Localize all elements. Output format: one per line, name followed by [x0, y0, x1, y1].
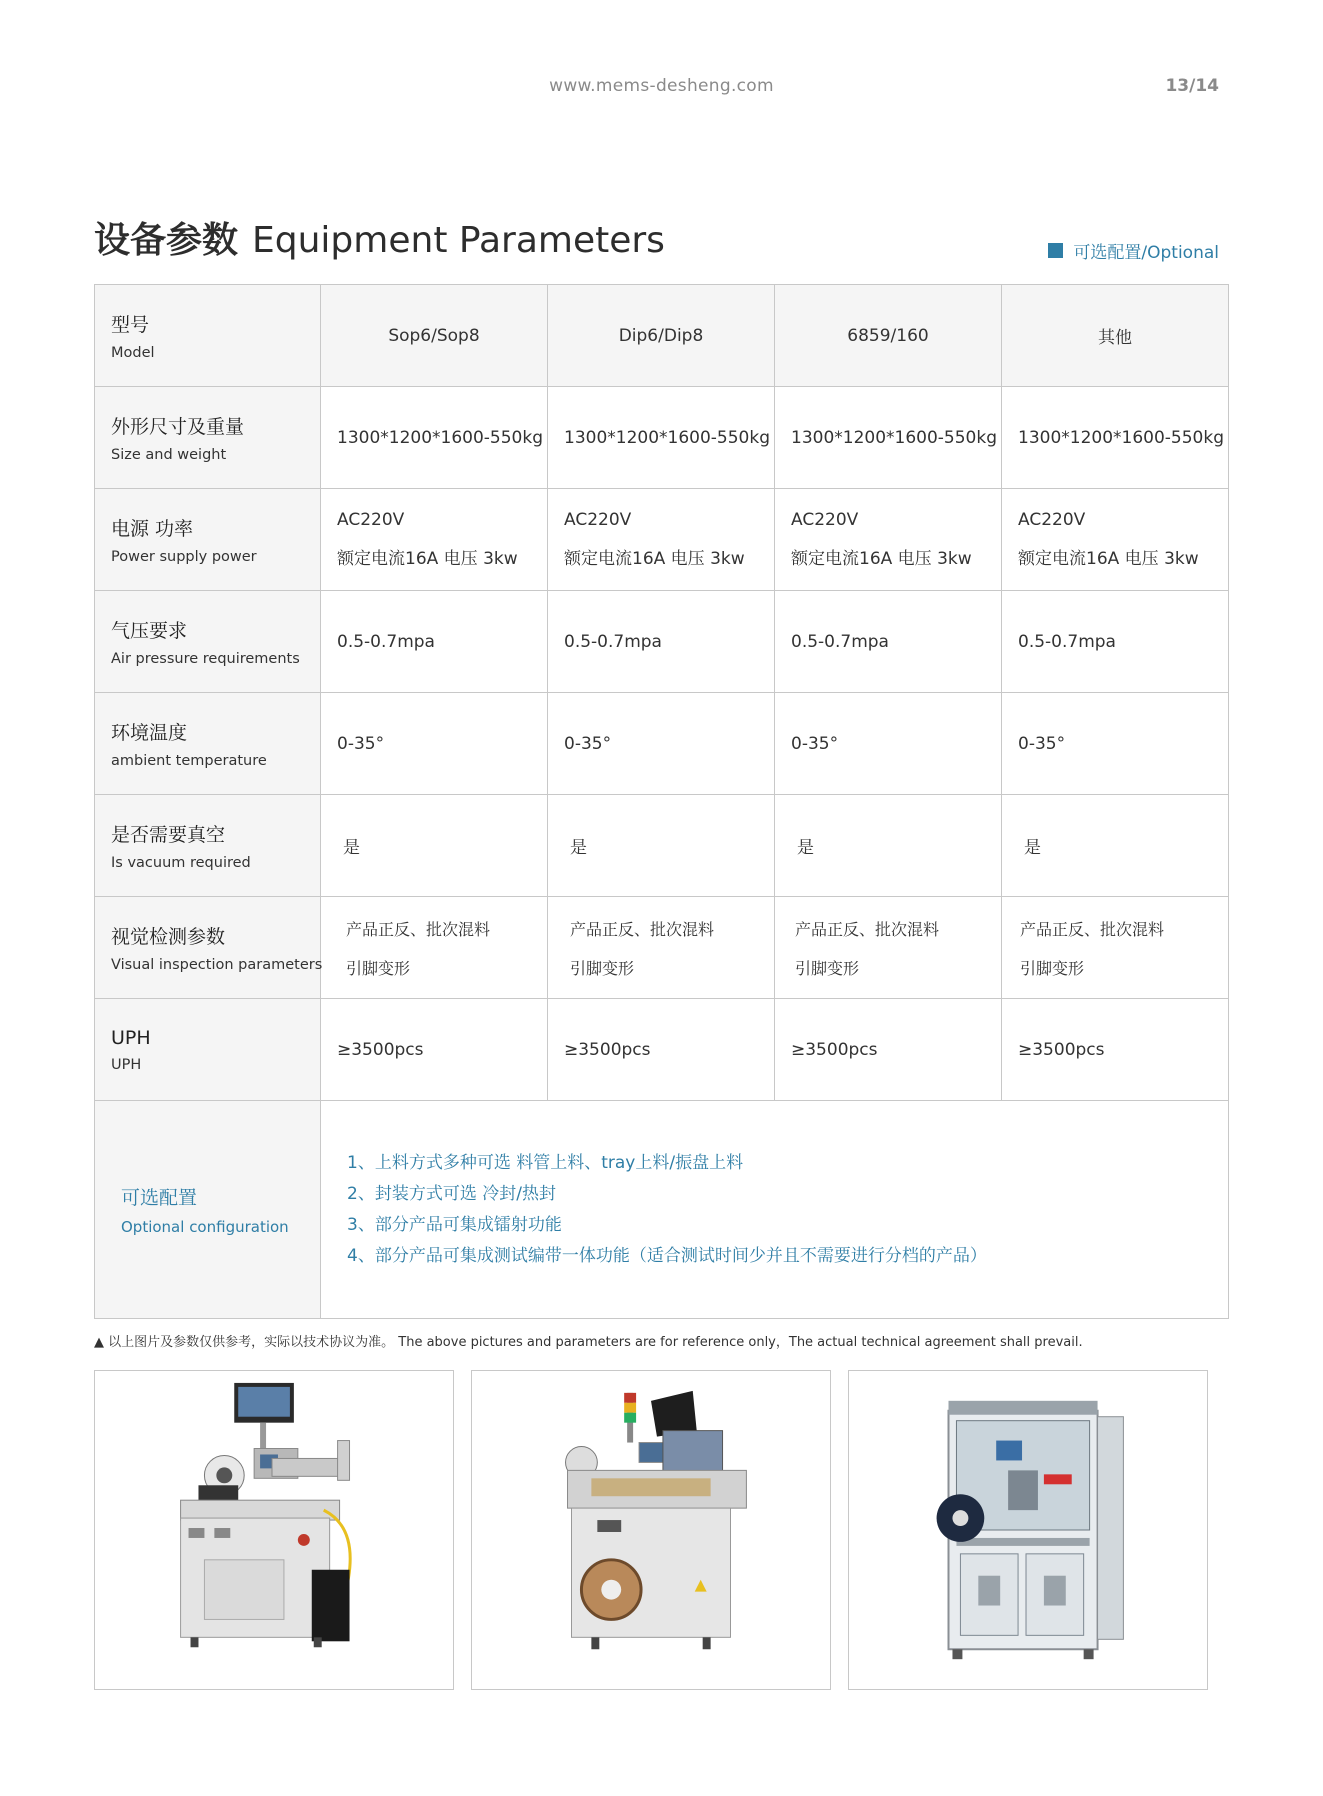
row-header-zh: 型号 [111, 314, 150, 336]
row-header-en: Optional configuration [121, 1218, 289, 1236]
vision-item: 产品正反、批次混料 [570, 919, 715, 939]
power-voltage: AC220V [791, 510, 859, 530]
row-header-en: Size and weight [111, 447, 227, 463]
page-title-en: Equipment Parameters [252, 220, 665, 261]
row-header-zh: UPH [111, 1026, 151, 1049]
table-row-power [95, 489, 1229, 591]
row-header-model [95, 285, 321, 387]
uph-cell: ≥3500pcs [321, 999, 548, 1101]
row-header-zh: 是否需要真空 [111, 824, 226, 846]
row-header-en: Model [111, 345, 155, 361]
temperature-cell: 0-35° [775, 693, 1002, 795]
vision-item: 引脚变形 [346, 958, 411, 978]
pressure-cell: 0.5-0.7mpa [548, 591, 775, 693]
power-cell [775, 489, 1002, 591]
machine-illustration [472, 1371, 830, 1689]
vision-item: 引脚变形 [795, 958, 860, 978]
page-title [94, 212, 665, 263]
optional-config-list [321, 1101, 1229, 1319]
table-row-vacuum [95, 795, 1229, 897]
vacuum-cell: 是 [321, 795, 548, 897]
website-url: www.mems-desheng.com [549, 76, 774, 96]
power-rating: 额定电流16A 电压 3kw [791, 549, 972, 569]
vacuum-cell: 是 [548, 795, 775, 897]
vision-cell [321, 897, 548, 999]
power-voltage: AC220V [564, 510, 632, 530]
row-header-zh: 电源 功率 [111, 518, 194, 540]
row-header-en: ambient temperature [111, 753, 267, 769]
table-row-temperature [95, 693, 1229, 795]
vision-item: 产品正反、批次混料 [346, 919, 491, 939]
vision-item: 引脚变形 [1020, 958, 1085, 978]
table-row-pressure [95, 591, 1229, 693]
row-header-en: Is vacuum required [111, 855, 251, 871]
row-header-power [95, 489, 321, 591]
vision-item: 产品正反、批次混料 [795, 919, 940, 939]
row-header-en: Visual inspection parameters [111, 957, 323, 973]
legend-label: 可选配置/Optional [1073, 243, 1219, 263]
power-voltage: AC220V [1018, 510, 1086, 530]
parameters-table [94, 284, 1229, 1319]
temperature-cell: 0-35° [548, 693, 775, 795]
machine-illustration [95, 1371, 453, 1689]
row-header-zh: 外形尺寸及重量 [111, 416, 245, 438]
power-voltage: AC220V [337, 510, 405, 530]
size-cell: 1300*1200*1600-550kg [1002, 387, 1229, 489]
row-header-size [95, 387, 321, 489]
machine-photo-3 [848, 1370, 1208, 1690]
power-cell [321, 489, 548, 591]
table-row-model [95, 285, 1229, 387]
size-cell: 1300*1200*1600-550kg [775, 387, 1002, 489]
model-cell: 其他 [1002, 285, 1229, 387]
temperature-cell: 0-35° [1002, 693, 1229, 795]
page-title-zh: 设备参数 [94, 220, 239, 261]
uph-cell: ≥3500pcs [775, 999, 1002, 1101]
pressure-cell: 0.5-0.7mpa [321, 591, 548, 693]
row-header-zh: 可选配置 [121, 1187, 198, 1209]
page-number: 13/14 [1165, 76, 1219, 96]
row-header-zh: 气压要求 [111, 620, 188, 642]
pressure-cell: 0.5-0.7mpa [1002, 591, 1229, 693]
uph-cell: ≥3500pcs [548, 999, 775, 1101]
optional-item: 1、上料方式多种可选 料管上料、tray上料/振盘上料 [347, 1152, 744, 1173]
row-header-pressure [95, 591, 321, 693]
row-header-temperature [95, 693, 321, 795]
power-cell [548, 489, 775, 591]
row-header-vacuum [95, 795, 321, 897]
vision-cell [548, 897, 775, 999]
table-row-uph [95, 999, 1229, 1101]
row-header-vision [95, 897, 321, 999]
table-row-size [95, 387, 1229, 489]
model-cell: Sop6/Sop8 [321, 285, 548, 387]
row-header-en: Power supply power [111, 549, 257, 565]
vacuum-cell: 是 [775, 795, 1002, 897]
row-header-zh: 环境温度 [111, 722, 188, 744]
optional-legend [1048, 238, 1219, 263]
model-cell: 6859/160 [775, 285, 1002, 387]
optional-item: 3、部分产品可集成镭射功能 [347, 1214, 562, 1235]
uph-cell: ≥3500pcs [1002, 999, 1229, 1101]
vacuum-cell: 是 [1002, 795, 1229, 897]
disclaimer-note: ▲ 以上图片及参数仅供参考，实际以技术协议为准。 The above pictures and parameters are for reference only，The actual technical agreement shall prevail. [94, 1335, 1083, 1350]
row-header-zh: 视觉检测参数 [111, 926, 226, 948]
vision-item: 引脚变形 [570, 958, 635, 978]
row-header-en: Air pressure requirements [111, 651, 300, 667]
table-row-optional [95, 1101, 1229, 1319]
legend-square-icon [1048, 243, 1063, 258]
power-rating: 额定电流16A 电压 3kw [1018, 549, 1199, 569]
machine-illustration [849, 1371, 1207, 1689]
machine-photo-2 [471, 1370, 831, 1690]
pressure-cell: 0.5-0.7mpa [775, 591, 1002, 693]
power-cell [1002, 489, 1229, 591]
optional-item: 4、部分产品可集成测试编带一体功能（适合测试时间少并且不需要进行分档的产品） [347, 1245, 987, 1266]
row-header-optional [95, 1101, 321, 1319]
model-cell: Dip6/Dip8 [548, 285, 775, 387]
row-header-en: UPH [111, 1056, 142, 1073]
table-row-vision [95, 897, 1229, 999]
temperature-cell: 0-35° [321, 693, 548, 795]
size-cell: 1300*1200*1600-550kg [548, 387, 775, 489]
power-rating: 额定电流16A 电压 3kw [337, 549, 518, 569]
size-cell: 1300*1200*1600-550kg [321, 387, 548, 489]
machine-photo-1 [94, 1370, 454, 1690]
power-rating: 额定电流16A 电压 3kw [564, 549, 745, 569]
vision-item: 产品正反、批次混料 [1020, 919, 1165, 939]
row-header-uph [95, 999, 321, 1101]
vision-cell [775, 897, 1002, 999]
vision-cell [1002, 897, 1229, 999]
optional-item: 2、封装方式可选 冷封/热封 [347, 1183, 556, 1204]
